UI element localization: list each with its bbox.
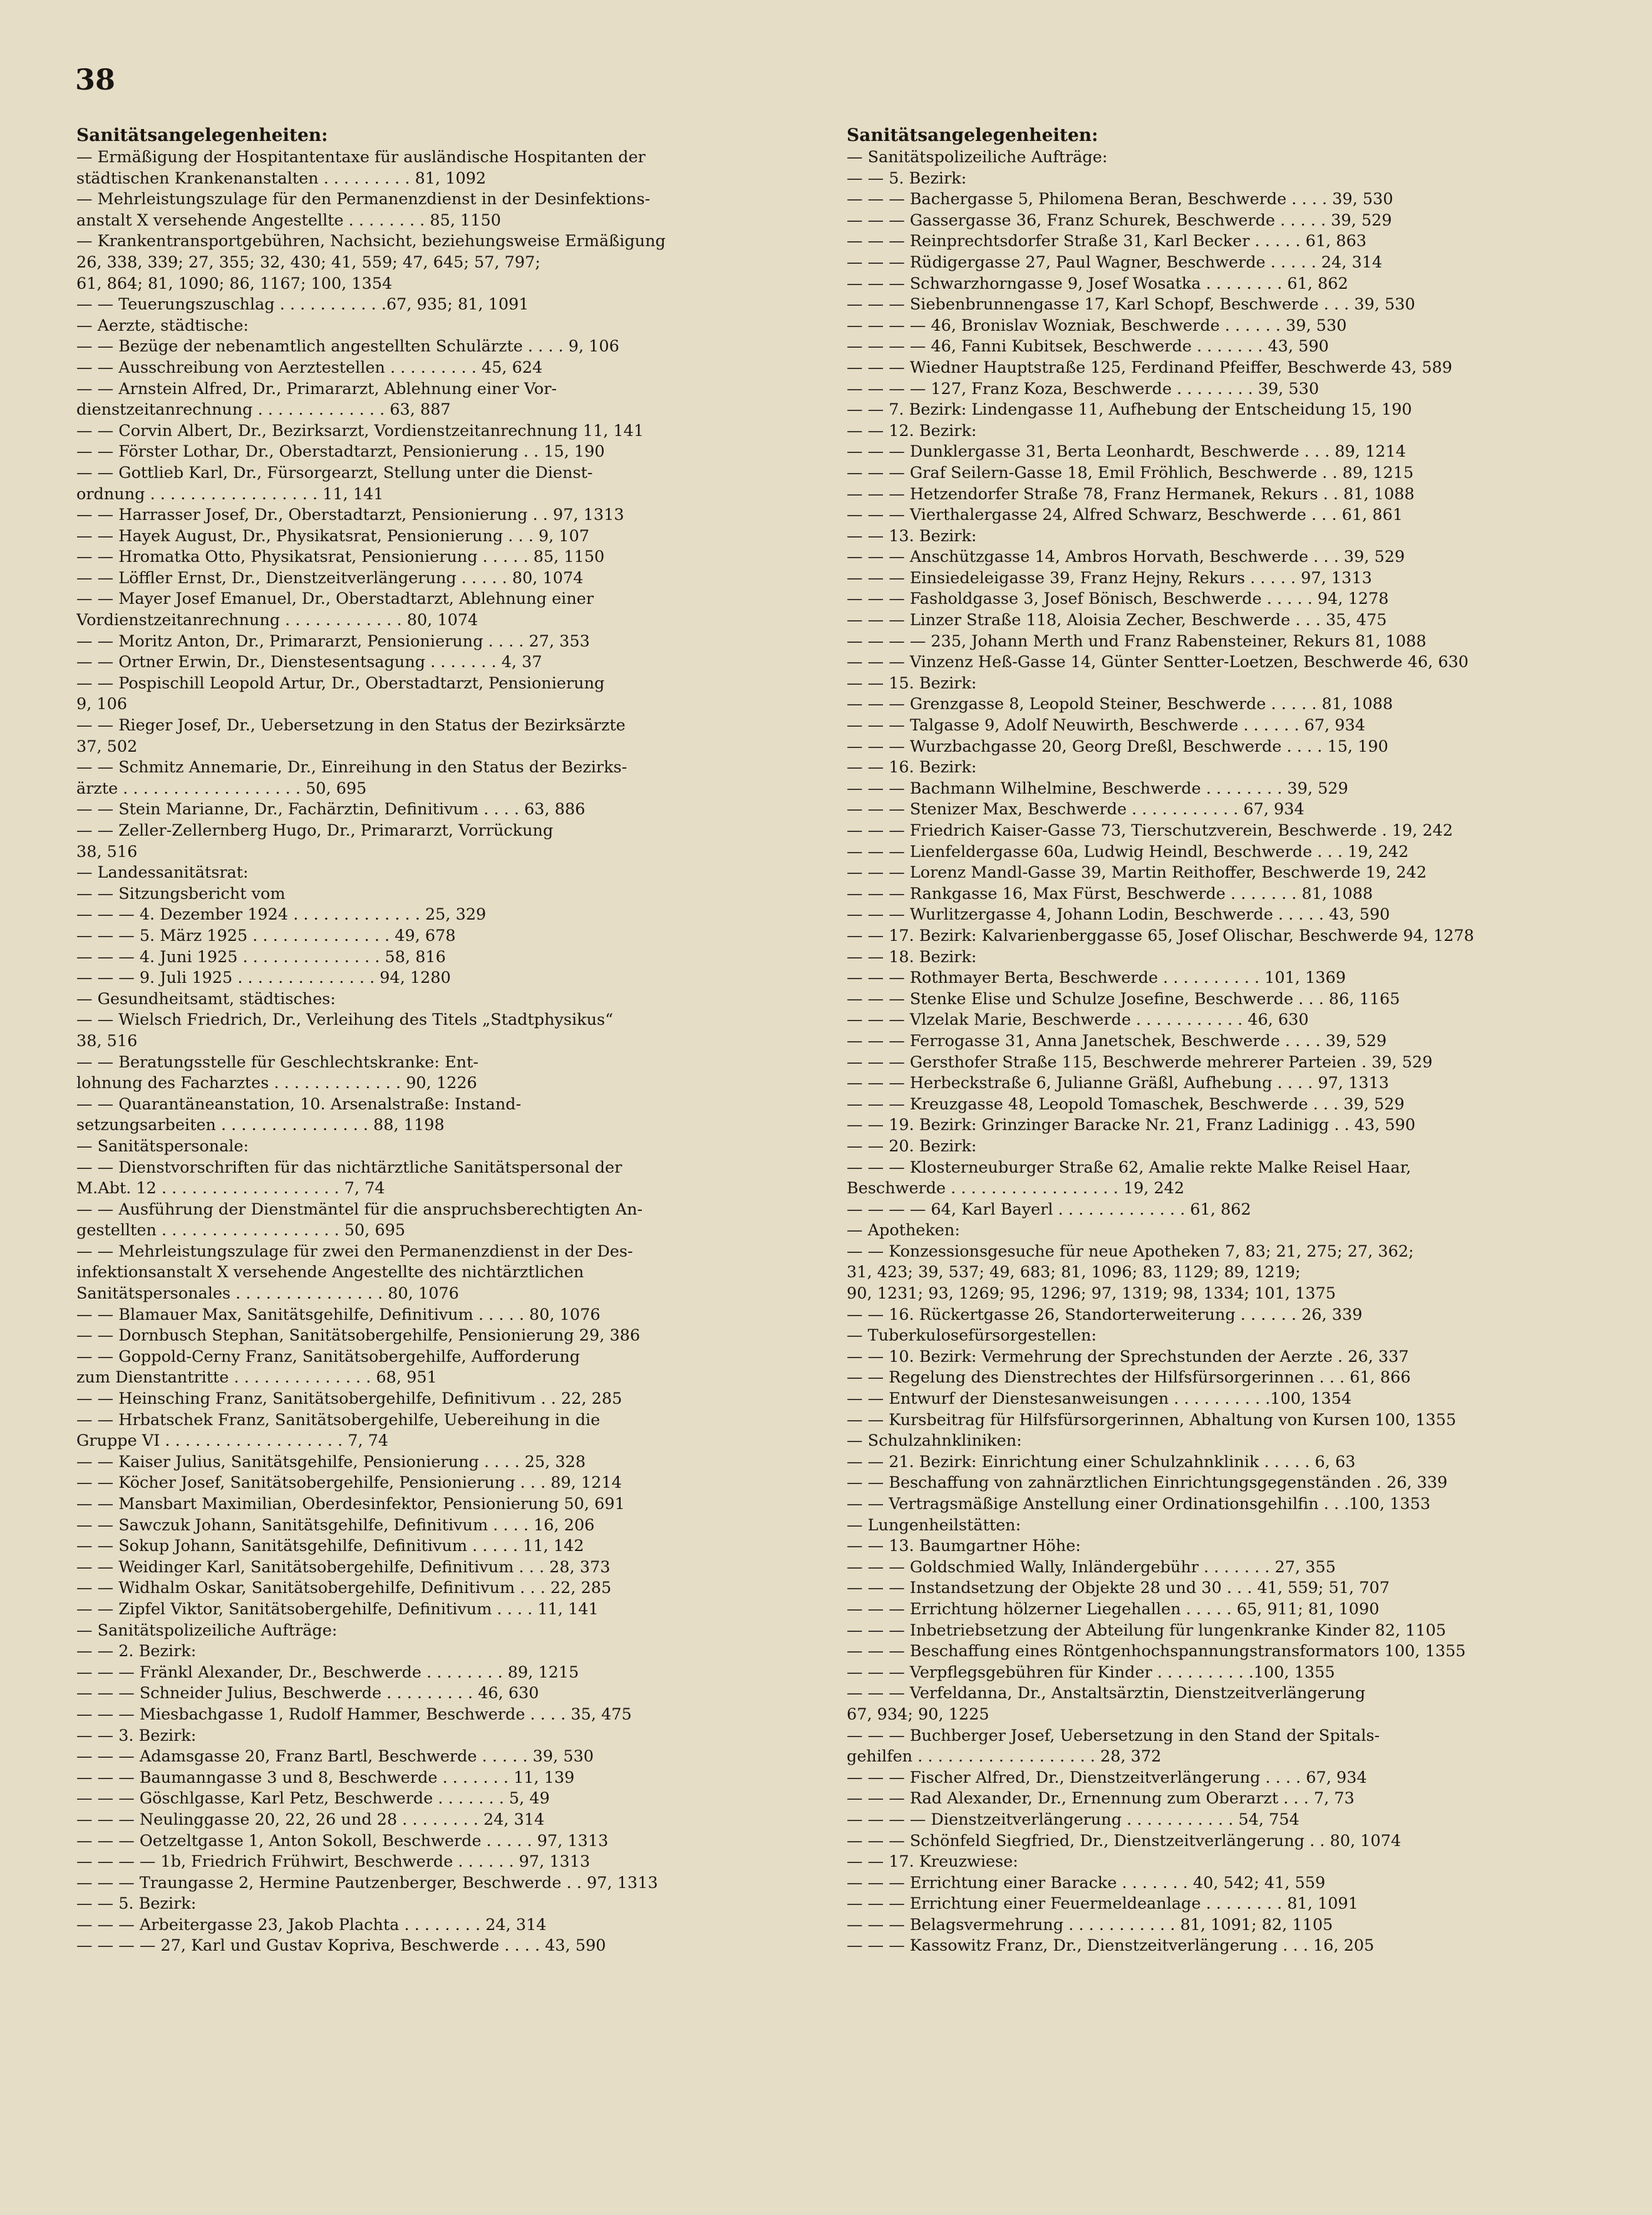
index-entry: 61, 864; 81, 1090; 86, 1167; 100, 1354 — [76, 274, 393, 293]
index-entry: — Apotheken: — [847, 1221, 961, 1240]
index-entry: M.Abt. 12 . . . . . . . . . . . . . . . . . . 7, 74 — [76, 1179, 385, 1198]
index-entry: — — Dienstvorschriften für das nichtärztliche Sanitätspersonal der — [76, 1158, 622, 1177]
index-entry: — — Ortner Erwin, Dr., Dienstesentsagung . . . . . . . 4, 37 — [76, 653, 542, 672]
index-entry: — — — Klosterneuburger Straße 62, Amalie rekte Malke Reisel Haar, — [847, 1158, 1412, 1177]
index-entry: — — — Inbetriebsetzung der Abteilung für lungenkranke Kinder 82, 1105 — [847, 1621, 1447, 1640]
index-entry: — — Sitzungsbericht vom — [76, 884, 286, 903]
index-entry: — — — Schneider Julius, Beschwerde . . . . . . . . . 46, 630 — [76, 1684, 539, 1703]
index-entry: — — 5. Bezirk: — [847, 169, 967, 188]
index-entry: — — Bezüge der nebenamtlich angestellten Schulärzte . . . . 9, 106 — [76, 337, 619, 356]
index-entry: — — — — 127, Franz Koza, Beschwerde . . . . . . . . 39, 530 — [847, 379, 1319, 398]
index-entry: — — — Stenizer Max, Beschwerde . . . . . . . . . . . 67, 934 — [847, 800, 1304, 819]
index-entry: — — 16. Bezirk: — [847, 758, 977, 777]
index-entry: — — — Grenzgasse 8, Leopold Steiner, Beschwerde . . . . . 81, 1088 — [847, 695, 1393, 714]
index-entry: — — — — 46, Fanni Kubitsek, Beschwerde . . . . . . . 43, 590 — [847, 337, 1329, 356]
index-entry: — — 3. Bezirk: — [76, 1726, 197, 1745]
index-entry: — — — Baumanngasse 3 und 8, Beschwerde . . . . . . . 11, 139 — [76, 1768, 575, 1787]
index-entry: — — 20. Bezirk: — [847, 1136, 977, 1156]
index-entry: — — Köcher Josef, Sanitätsobergehilfe, Pensionierung . . . 89, 1214 — [76, 1473, 622, 1493]
index-entry: gehilfen . . . . . . . . . . . . . . . . . . 28, 372 — [847, 1747, 1162, 1766]
index-entry: — — — Traungasse 2, Hermine Pautzenberger, Beschwerde . . 97, 1313 — [76, 1873, 658, 1892]
index-entry: — — — — 1b, Friedrich Frühwirt, Beschwerde . . . . . . 97, 1313 — [76, 1852, 591, 1872]
index-entry: — — 7. Bezirk: Lindengasse 11, Aufhebung der Entscheidung 15, 190 — [847, 400, 1412, 420]
index-entry: zum Dienstantritte . . . . . . . . . . . . . . 68, 951 — [76, 1368, 437, 1388]
index-entry: 9, 106 — [76, 695, 128, 714]
index-entry: — — — Gersthofer Straße 115, Beschwerde mehrerer Parteien . 39, 529 — [847, 1052, 1433, 1072]
index-entry: ärzte . . . . . . . . . . . . . . . . . . 50, 695 — [76, 779, 367, 798]
index-entry: — — 17. Bezirk: Kalvarienberggasse 65, Josef Olischar, Beschwerde 94, 1278 — [847, 926, 1474, 945]
index-entry: — — — 5. März 1925 . . . . . . . . . . . . . . 49, 678 — [76, 926, 456, 945]
index-entry: — Lungenheilstätten: — [847, 1515, 1021, 1535]
index-entry: — — — Bachergasse 5, Philomena Beran, Beschwerde . . . . 39, 530 — [847, 190, 1393, 209]
index-entry: — — Dornbusch Stephan, Sanitätsobergehilfe, Pensionierung 29, 386 — [76, 1326, 641, 1346]
index-entry: — — Arnstein Alfred, Dr., Primararzt, Ablehnung einer Vor- — [76, 379, 557, 398]
index-entry: — — — Verfeldanna, Dr., Anstaltsärztin, Dienstzeitverlängerung — [847, 1684, 1366, 1703]
index-entry: — — — — 46, Bronislav Wozniak, Beschwerde . . . . . . 39, 530 — [847, 316, 1347, 335]
index-entry: — — 16. Rückertgasse 26, Standorterweiterung . . . . . . 26, 339 — [847, 1305, 1363, 1324]
index-entry: — — — Kreuzgasse 48, Leopold Tomaschek, Beschwerde . . . 39, 529 — [847, 1094, 1405, 1114]
index-entry: — — Sawczuk Johann, Sanitätsgehilfe, Definitivum . . . . 16, 206 — [76, 1515, 595, 1535]
index-entry: — Gesundheitsamt, städtisches: — [76, 989, 336, 1009]
index-entry: — — Gottlieb Karl, Dr., Fürsorgearzt, Stellung unter die Dienst- — [76, 463, 593, 482]
index-entry: — — Wielsch Friedrich, Dr., Verleihung des Titels „Stadtphysikus“ — [76, 1010, 614, 1030]
index-entry: — — Mayer Josef Emanuel, Dr., Oberstadtarzt, Ablehnung einer — [76, 589, 594, 609]
index-entry: dienstzeitanrechnung . . . . . . . . . . . . . 63, 887 — [76, 400, 451, 420]
index-entry: — — 15. Bezirk: — [847, 673, 977, 693]
index-entry: — — — Belagsvermehrung . . . . . . . . . . . 81, 1091; 82, 1105 — [847, 1915, 1333, 1934]
index-entry: — — Heinsching Franz, Sanitätsobergehilfe, Definitivum . . 22, 285 — [76, 1389, 622, 1409]
index-entry: — — — Goldschmied Wally, Inländergebühr . . . . . . . 27, 355 — [847, 1557, 1336, 1577]
index-entry: — — Widhalm Oskar, Sanitätsobergehilfe, Definitivum . . . 22, 285 — [76, 1579, 612, 1598]
right-column — [847, 123, 1579, 1957]
index-entry: Vordienstzeitanrechnung . . . . . . . . . . . . 80, 1074 — [76, 611, 478, 630]
index-entry: — — — Arbeitergasse 23, Jakob Plachta . . . . . . . . 24, 314 — [76, 1915, 547, 1934]
index-entry: — — — Errichtung einer Feuermeldeanlage . . . . . . . . 81, 1091 — [847, 1894, 1358, 1914]
index-entry: — Tuberkulosefürsorgestellen: — [847, 1326, 1097, 1346]
left-column-header: Sanitätsangelegenheiten: — [76, 125, 328, 145]
right-column-header: Sanitätsangelegenheiten: — [847, 125, 1098, 145]
index-entry: Sanitätspersonales . . . . . . . . . . . . . . . 80, 1076 — [76, 1284, 459, 1304]
index-entry: — — 18. Bezirk: — [847, 947, 977, 967]
index-entry: — — — Anschützgasse 14, Ambros Horvath, Beschwerde . . . 39, 529 — [847, 547, 1405, 567]
index-entry: — — — Reinprechtsdorfer Straße 31, Karl Becker . . . . . 61, 863 — [847, 232, 1367, 251]
index-entry: — — Beratungsstelle für Geschlechtskranke: Ent- — [76, 1052, 478, 1072]
index-entry: — — — Lorenz Mandl-Gasse 39, Martin Reithoffer, Beschwerde 19, 242 — [847, 863, 1427, 883]
index-entry: — — Schmitz Annemarie, Dr., Einreihung in den Status der Bezirks- — [76, 758, 627, 777]
index-entry: — Schulzahnkliniken: — [847, 1431, 1022, 1451]
index-entry: — — 13. Baumgartner Höhe: — [847, 1537, 1081, 1556]
index-entry: — — Corvin Albert, Dr., Bezirksarzt, Vordienstzeitanrechnung 11, 141 — [76, 421, 644, 440]
index-entry: — — — 4. Juni 1925 . . . . . . . . . . . . . . 58, 816 — [76, 947, 446, 967]
index-entry: — — Goppold-Cerny Franz, Sanitätsobergehilfe, Aufforderung — [76, 1347, 581, 1366]
index-entry: — — — Schönfeld Siegfried, Dr., Dienstzeitverlängerung . . 80, 1074 — [847, 1831, 1402, 1850]
index-entry: — Sanitätspersonale: — [76, 1136, 249, 1156]
index-entry: — — Blamauer Max, Sanitätsgehilfe, Definitivum . . . . . 80, 1076 — [76, 1305, 601, 1324]
index-entry: — — Zipfel Viktor, Sanitätsobergehilfe, Definitivum . . . . 11, 141 — [76, 1599, 599, 1619]
index-entry: — — — Lienfeldergasse 60a, Ludwig Heindl, Beschwerde . . . 19, 242 — [847, 842, 1409, 861]
index-entry: — — — Fasholdgasse 3, Josef Bönisch, Beschwerde . . . . . 94, 1278 — [847, 589, 1389, 609]
index-entry: — — Teuerungszuschlag . . . . . . . . . . .67, 935; 81, 1091 — [76, 295, 529, 314]
index-entry: — — — Errichtung einer Baracke . . . . . . . 40, 542; 41, 559 — [847, 1873, 1326, 1892]
index-entry: — — — Wurzbachgasse 20, Georg Dreßl, Beschwerde . . . . 15, 190 — [847, 737, 1388, 756]
index-entry: — — Entwurf der Dienstesanweisungen . . . . . . . . . .100, 1354 — [847, 1389, 1352, 1409]
index-entry: — — — Göschlgasse, Karl Petz, Beschwerde . . . . . . . 5, 49 — [76, 1789, 550, 1808]
index-entry: — — — Dunklergasse 31, Berta Leonhardt, Beschwerde . . . 89, 1214 — [847, 442, 1406, 462]
index-entry: — — — Vlzelak Marie, Beschwerde . . . . . . . . . . . 46, 630 — [847, 1010, 1309, 1030]
index-entry: — — — Vierthalergasse 24, Alfred Schwarz, Beschwerde . . . 61, 861 — [847, 506, 1403, 525]
index-entry: — — Hrbatschek Franz, Sanitätsobergehilfe, Uebereihung in die — [76, 1410, 601, 1429]
index-entry: lohnung des Facharztes . . . . . . . . . . . . . 90, 1226 — [76, 1074, 477, 1093]
index-entry: — — Ausführung der Dienstmäntel für die anspruchsberechtigten An- — [76, 1200, 643, 1219]
index-entry: — — — Rüdigergasse 27, Paul Wagner, Beschwerde . . . . . 24, 314 — [847, 252, 1383, 272]
index-entry: 90, 1231; 93, 1269; 95, 1296; 97, 1319; 98, 1334; 101, 1375 — [847, 1284, 1336, 1304]
index-entry: — — 5. Bezirk: — [76, 1894, 197, 1914]
index-entry: — Landessanitätsrat: — [76, 863, 249, 883]
index-entry: — — — — 64, Karl Bayerl . . . . . . . . . . . . . 61, 862 — [847, 1200, 1251, 1219]
index-entry: — — — Rankgasse 16, Max Fürst, Beschwerde . . . . . . . 81, 1088 — [847, 884, 1373, 903]
index-entry: — — — Siebenbrunnengasse 17, Karl Schopf, Beschwerde . . . 39, 530 — [847, 295, 1415, 314]
index-entry: — — Regelung des Dienstrechtes der Hilfsfürsorgerinnen . . . 61, 866 — [847, 1368, 1411, 1388]
index-entry: — Ermäßigung der Hospitantentaxe für ausländische Hospitanten der — [76, 148, 646, 167]
index-entry: Gruppe VI . . . . . . . . . . . . . . . . . . 7, 74 — [76, 1431, 389, 1451]
index-entry: — — — Buchberger Josef, Uebersetzung in den Stand der Spitals- — [847, 1726, 1380, 1745]
index-entry: — — Mansbart Maximilian, Oberdesinfektor, Pensionierung 50, 691 — [76, 1495, 625, 1513]
index-entry: 31, 423; 39, 537; 49, 683; 81, 1096; 83, 1129; 89, 1219; — [847, 1263, 1301, 1282]
index-entry: 38, 516 — [76, 1031, 138, 1050]
index-entry: — Mehrleistungszulage für den Permanenzdienst in der Desinfektions- — [76, 190, 651, 209]
index-entry: — — — — 27, Karl und Gustav Kopriva, Beschwerde . . . . 43, 590 — [76, 1936, 606, 1956]
index-entry: — — Moritz Anton, Dr., Primararzt, Pensionierung . . . . 27, 353 — [76, 631, 590, 651]
index-entry: — — — Wurlitzergasse 4, Johann Lodin, Beschwerde . . . . . 43, 590 — [847, 905, 1390, 925]
index-entry: — — Pospischill Leopold Artur, Dr., Oberstadtarzt, Pensionierung — [76, 673, 605, 693]
index-entry: — — — Instandsetzung der Objekte 28 und 30 . . . 41, 559; 51, 707 — [847, 1579, 1390, 1598]
index-entry: — — — Graf Seilern-Gasse 18, Emil Fröhlich, Beschwerde . . 89, 1215 — [847, 463, 1414, 482]
index-entry: — — Beschaffung von zahnärztlichen Einrichtungsgegenständen . 26, 339 — [847, 1473, 1448, 1493]
index-entry: — — Zeller-Zellernberg Hugo, Dr., Primararzt, Vorrückung — [76, 821, 554, 840]
index-entry: — — — Fischer Alfred, Dr., Dienstzeitverlängerung . . . . 67, 934 — [847, 1768, 1367, 1787]
index-entry: — — Förster Lothar, Dr., Oberstadtarzt, Pensionierung . . 15, 190 — [76, 442, 605, 462]
index-entry: — — — Errichtung hölzerner Liegehallen . . . . . 65, 911; 81, 1090 — [847, 1599, 1380, 1619]
index-entry: — Aerzte, städtische: — [76, 316, 249, 335]
index-entry: 38, 516 — [76, 842, 138, 861]
index-entry: — — — Herbeckstraße 6, Julianne Gräßl, Aufhebung . . . . 97, 1313 — [847, 1074, 1390, 1093]
index-entry: — — — Bachmann Wilhelmine, Beschwerde . . . . . . . . 39, 529 — [847, 779, 1348, 798]
index-entry: — — Kaiser Julius, Sanitätsgehilfe, Pensionierung . . . . 25, 328 — [76, 1452, 586, 1471]
index-entry: — — — Rad Alexander, Dr., Ernennung zum Oberarzt . . . 7, 73 — [847, 1789, 1355, 1808]
index-entry: — — Konzessionsgesuche für neue Apotheken 7, 83; 21, 275; 27, 362; — [847, 1242, 1414, 1261]
index-entry: — — 2. Bezirk: — [76, 1642, 197, 1661]
index-entry: — — — — 235, Johann Merth und Franz Rabensteiner, Rekurs 81, 1088 — [847, 631, 1427, 651]
index-entry: — — — Adamsgasse 20, Franz Bartl, Beschwerde . . . . . 39, 530 — [76, 1747, 594, 1766]
index-entry: — — — Talgasse 9, Adolf Neuwirth, Beschwerde . . . . . . 67, 934 — [847, 716, 1366, 735]
index-entry: — — — — Dienstzeitverlängerung . . . . . . . . . . . 54, 754 — [847, 1810, 1299, 1829]
index-entry: — — — Friedrich Kaiser-Gasse 73, Tierschutzverein, Beschwerde . 19, 242 — [847, 821, 1453, 840]
index-entry: — — 13. Bezirk: — [847, 526, 977, 546]
index-entry: — — — Miesbachgasse 1, Rudolf Hammer, Beschwerde . . . . 35, 475 — [76, 1704, 632, 1724]
index-entry: — — — Schwarzhorngasse 9, Josef Wosatka . . . . . . . . 61, 862 — [847, 274, 1348, 293]
index-entry: — — — Beschaffung eines Röntgenhochspannungstransformators 100, 1355 — [847, 1642, 1466, 1661]
index-entry: — — — Fränkl Alexander, Dr., Beschwerde . . . . . . . . 89, 1215 — [76, 1663, 579, 1682]
index-entry: — Sanitätspolizeiliche Aufträge: — [847, 148, 1108, 167]
index-entry: — — Hayek August, Dr., Physikatsrat, Pensionierung . . . 9, 107 — [76, 526, 590, 546]
index-entry: 67, 934; 90, 1225 — [847, 1704, 989, 1724]
index-entry: — — Ausschreibung von Aerztestellen . . . . . . . . . 45, 624 — [76, 358, 543, 377]
index-entry: — — Sokup Johann, Sanitätsgehilfe, Definitivum . . . . . 11, 142 — [76, 1537, 584, 1556]
index-entry: — — — Oetzeltgasse 1, Anton Sokoll, Beschwerde . . . . . 97, 1313 — [76, 1831, 609, 1850]
index-entry: — — Harrasser Josef, Dr., Oberstadtarzt, Pensionierung . . 97, 1313 — [76, 506, 624, 525]
index-entry: — Krankentransportgebühren, Nachsicht, beziehungsweise Ermäßigung — [76, 232, 666, 251]
index-entry: — — Vertragsmäßige Anstellung einer Ordinationsgehilfin . . .100, 1353 — [847, 1495, 1431, 1513]
index-entry: — — Weidinger Karl, Sanitätsobergehilfe, Definitivum . . . 28, 373 — [76, 1557, 611, 1577]
index-entry: — — Mehrleistungszulage für zwei den Permanenzdienst in der Des- — [76, 1242, 633, 1261]
index-entry: — — 10. Bezirk: Vermehrung der Sprechstunden der Aerzte . 26, 337 — [847, 1347, 1409, 1366]
index-entry: — — — Einsiedeleigasse 39, Franz Hejny, Rekurs . . . . . 97, 1313 — [847, 568, 1372, 588]
index-entry: — — — Verpflegsgebühren für Kinder . . . . . . . . . .100, 1355 — [847, 1663, 1335, 1682]
index-entry: Beschwerde . . . . . . . . . . . . . . . . . 19, 242 — [847, 1179, 1185, 1198]
index-entry: — — Löffler Ernst, Dr., Dienstzeitverlängerung . . . . . 80, 1074 — [76, 568, 584, 588]
index-entry: setzungsarbeiten . . . . . . . . . . . . . . . 88, 1198 — [76, 1116, 445, 1135]
index-entry: — Sanitätspolizeiliche Aufträge: — [76, 1621, 338, 1640]
index-entry: — — Quarantäneanstation, 10. Arsenalstraße: Instand- — [76, 1094, 522, 1114]
index-entry: — — — 9. Juli 1925 . . . . . . . . . . . . . . 94, 1280 — [76, 968, 451, 988]
page-number: 38 — [75, 63, 116, 96]
index-entry: 26, 338, 339; 27, 355; 32, 430; 41, 559; 47, 645; 57, 797; — [76, 252, 540, 272]
index-entry: — — 21. Bezirk: Einrichtung einer Schulzahnklinik . . . . . 6, 63 — [847, 1452, 1356, 1471]
index-entry: — — — Gassergasse 36, Franz Schurek, Beschwerde . . . . . 39, 529 — [847, 210, 1392, 230]
index-entry: anstalt X versehende Angestellte . . . . . . . . 85, 1150 — [76, 210, 501, 230]
index-entry: ordnung . . . . . . . . . . . . . . . . . 11, 141 — [76, 484, 384, 504]
index-entry: 37, 502 — [76, 737, 138, 756]
index-entry: — — Stein Marianne, Dr., Fachärztin, Definitivum . . . . 63, 886 — [76, 800, 586, 819]
index-entry: — — 19. Bezirk: Grinzinger Baracke Nr. 21, Franz Ladinigg . . 43, 590 — [847, 1116, 1416, 1135]
left-column — [76, 123, 809, 1957]
index-entry: — — — Neulinggasse 20, 22, 26 und 28 . . . . . . . . 24, 314 — [76, 1810, 545, 1829]
index-entry: — — Kursbeitrag für Hilfsfürsorgerinnen, Abhaltung von Kursen 100, 1355 — [847, 1410, 1457, 1429]
index-entry: — — — Wiedner Hauptstraße 125, Ferdinand Pfeiffer, Beschwerde 43, 589 — [847, 358, 1452, 377]
index-entry: — — — Hetzendorfer Straße 78, Franz Hermanek, Rekurs . . 81, 1088 — [847, 484, 1415, 504]
index-entry: — — — Linzer Straße 118, Aloisia Zecher, Beschwerde . . . 35, 475 — [847, 611, 1387, 630]
index-entry: — — Hromatka Otto, Physikatsrat, Pensionierung . . . . . 85, 1150 — [76, 547, 605, 567]
index-entry: — — 12. Bezirk: — [847, 421, 977, 440]
index-entry: infektionsanstalt X versehende Angestellte des nichtärztlichen — [76, 1263, 584, 1282]
index-entry: städtischen Krankenanstalten . . . . . . . . . 81, 1092 — [76, 169, 487, 188]
index-entry: — — — Vinzenz Heß-Gasse 14, Günter Sentter-Loetzen, Beschwerde 46, 630 — [847, 653, 1469, 672]
index-entry: gestellten . . . . . . . . . . . . . . . . . . 50, 695 — [76, 1221, 406, 1240]
index-entry: — — — Stenke Elise und Schulze Josefine, Beschwerde . . . 86, 1165 — [847, 989, 1400, 1009]
index-entry: — — 17. Kreuzwiese: — [847, 1852, 1018, 1872]
index-entry: — — — Ferrogasse 31, Anna Janetschek, Beschwerde . . . . 39, 529 — [847, 1031, 1387, 1050]
index-entry: — — — Kassowitz Franz, Dr., Dienstzeitverlängerung . . . 16, 205 — [847, 1936, 1375, 1956]
index-entry: — — — 4. Dezember 1924 . . . . . . . . . . . . . 25, 329 — [76, 905, 487, 925]
index-entry: — — — Rothmayer Berta, Beschwerde . . . . . . . . . . 101, 1369 — [847, 968, 1346, 988]
index-entry: — — Rieger Josef, Dr., Uebersetzung in den Status der Bezirksärzte — [76, 716, 626, 735]
